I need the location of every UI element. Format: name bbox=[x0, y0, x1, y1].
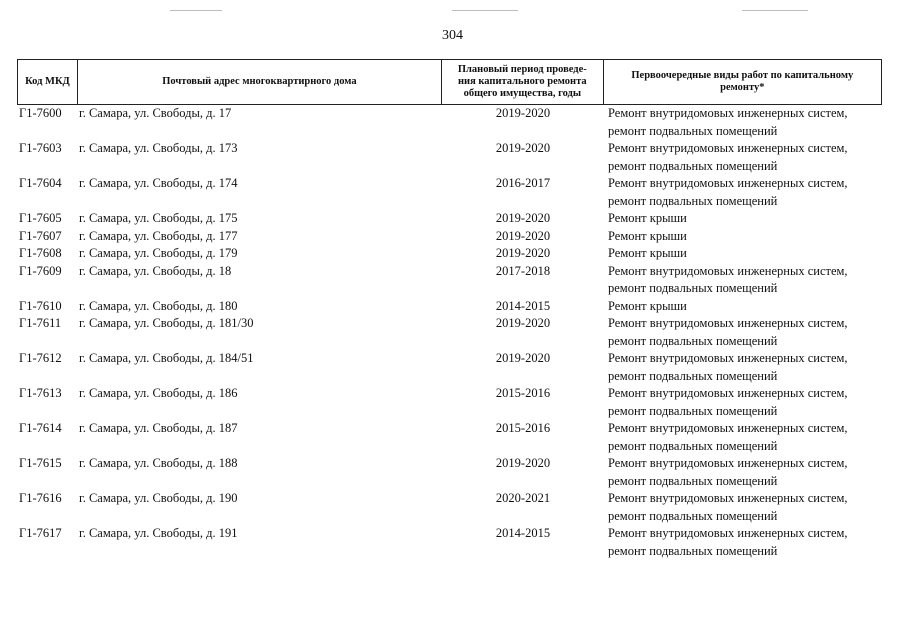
row-works-line: Ремонт внутридомовых инженерных систем, bbox=[608, 386, 848, 400]
row-code: Г1-7610 bbox=[19, 298, 62, 313]
row-works-line: Ремонт крыши bbox=[608, 228, 687, 243]
table-body bbox=[17, 105, 882, 560]
row-address: г. Самара, ул. Свободы, д. 18 bbox=[79, 263, 232, 278]
row-period: 2019-2020 bbox=[495, 141, 551, 155]
row-works bbox=[604, 140, 882, 175]
row-works-line: Ремонт внутридомовых инженерных систем, bbox=[608, 491, 848, 505]
header-period-line: ния капитального ремонта bbox=[458, 76, 587, 87]
row-period: 2014-2015 bbox=[495, 526, 551, 540]
row-works-line: Ремонт внутридомовых инженерных систем, bbox=[608, 526, 848, 540]
row-works bbox=[604, 385, 882, 420]
row-address: г. Самара, ул. Свободы, д. 173 bbox=[79, 141, 238, 155]
scan-mark bbox=[170, 10, 222, 11]
table-row bbox=[17, 298, 882, 316]
row-address: г. Самара, ул. Свободы, д. 184/51 bbox=[79, 351, 254, 365]
row-code: Г1-7616 bbox=[19, 491, 62, 505]
row-works bbox=[604, 263, 882, 298]
row-period: 2015-2016 bbox=[495, 386, 551, 400]
row-works-line: Ремонт крыши bbox=[608, 298, 687, 313]
row-code: Г1-7613 bbox=[19, 386, 62, 400]
header-works-line: Первоочередные виды работ по капитальному bbox=[631, 70, 854, 81]
row-period: 2019-2020 bbox=[495, 228, 551, 243]
row-period: 2016-2017 bbox=[495, 176, 551, 190]
row-period: 2017-2018 bbox=[495, 263, 551, 278]
table-row bbox=[17, 105, 882, 140]
header-address: Почтовый адрес многоквартирного дома bbox=[78, 60, 442, 104]
row-code: Г1-7600 bbox=[19, 106, 62, 120]
table-row bbox=[17, 263, 882, 298]
row-works-line: ремонт подвальных помещений bbox=[608, 473, 778, 488]
row-code: Г1-7615 bbox=[19, 456, 62, 470]
row-works-line: Ремонт внутридомовых инженерных систем, bbox=[608, 316, 848, 330]
row-works-line: Ремонт внутридомовых инженерных систем, bbox=[608, 141, 848, 155]
row-works-line: ремонт подвальных помещений bbox=[608, 543, 778, 558]
row-address: г. Самара, ул. Свободы, д. 17 bbox=[79, 106, 232, 120]
row-works-line: Ремонт крыши bbox=[608, 211, 687, 225]
row-period: 2019-2020 bbox=[495, 211, 551, 225]
row-period: 2020-2021 bbox=[495, 491, 551, 505]
row-code: Г1-7611 bbox=[19, 316, 62, 330]
scan-mark bbox=[742, 10, 808, 11]
row-works bbox=[604, 105, 882, 140]
table-row bbox=[17, 210, 882, 228]
scan-artifacts bbox=[0, 10, 905, 14]
table-row bbox=[17, 350, 882, 385]
row-works bbox=[604, 175, 882, 210]
table-row bbox=[17, 455, 882, 490]
row-works bbox=[604, 228, 882, 246]
header-works bbox=[604, 60, 881, 104]
row-period: 2019-2020 bbox=[495, 316, 551, 330]
row-works-line: ремонт подвальных помещений bbox=[608, 158, 778, 173]
row-works-line: Ремонт внутридомовых инженерных систем, bbox=[608, 456, 848, 470]
row-works bbox=[604, 420, 882, 455]
row-address: г. Самара, ул. Свободы, д. 187 bbox=[79, 421, 238, 435]
row-works-line: Ремонт внутридомовых инженерных систем, bbox=[608, 106, 848, 120]
header-period-line: общего имущества, годы bbox=[463, 88, 582, 99]
row-works-line: Ремонт внутридомовых инженерных систем, bbox=[608, 421, 848, 435]
row-works-line: ремонт подвальных помещений bbox=[608, 333, 778, 348]
row-address: г. Самара, ул. Свободы, д. 179 bbox=[79, 246, 238, 260]
row-address: г. Самара, ул. Свободы, д. 190 bbox=[79, 491, 238, 505]
row-address: г. Самара, ул. Свободы, д. 175 bbox=[79, 211, 238, 225]
row-works-line: Ремонт крыши bbox=[608, 246, 687, 260]
row-address: г. Самара, ул. Свободы, д. 174 bbox=[79, 176, 238, 190]
row-address: г. Самара, ул. Свободы, д. 177 bbox=[79, 228, 238, 243]
header-period bbox=[442, 60, 604, 104]
row-address: г. Самара, ул. Свободы, д. 180 bbox=[79, 298, 238, 313]
header-works-line: ремонту* bbox=[720, 82, 765, 93]
row-works-line: Ремонт внутридомовых инженерных систем, bbox=[608, 263, 848, 278]
row-period: 2015-2016 bbox=[495, 421, 551, 435]
table-row bbox=[17, 140, 882, 175]
row-works-line: ремонт подвальных помещений bbox=[608, 281, 778, 295]
row-code: Г1-7603 bbox=[19, 141, 62, 155]
row-works bbox=[604, 210, 882, 228]
table-row bbox=[17, 228, 882, 246]
row-works-line: ремонт подвальных помещений bbox=[608, 193, 778, 208]
row-works bbox=[604, 245, 882, 263]
table-row bbox=[17, 525, 882, 560]
table-row bbox=[17, 385, 882, 420]
row-period: 2019-2020 bbox=[495, 106, 551, 120]
page-number: 304 bbox=[442, 28, 463, 43]
row-code: Г1-7608 bbox=[19, 246, 62, 260]
row-code: Г1-7617 bbox=[19, 526, 62, 540]
table-row bbox=[17, 315, 882, 350]
table-row bbox=[17, 245, 882, 263]
row-period: 2019-2020 bbox=[495, 246, 551, 260]
row-period: 2019-2020 bbox=[495, 456, 551, 470]
table-row bbox=[17, 420, 882, 455]
scan-mark bbox=[452, 10, 518, 11]
row-code: Г1-7612 bbox=[19, 351, 62, 365]
row-period: 2014-2015 bbox=[495, 298, 551, 313]
header-code: Код МКД bbox=[18, 60, 78, 104]
row-works-line: ремонт подвальных помещений bbox=[608, 123, 778, 138]
row-works bbox=[604, 350, 882, 385]
row-works bbox=[604, 525, 882, 560]
row-works-line: ремонт подвальных помещений bbox=[608, 403, 778, 418]
capital-repair-table bbox=[17, 59, 882, 560]
row-address: г. Самара, ул. Свободы, д. 191 bbox=[79, 526, 238, 540]
row-code: Г1-7604 bbox=[19, 176, 62, 190]
row-works bbox=[604, 455, 882, 490]
row-works bbox=[604, 490, 882, 525]
row-address: г. Самара, ул. Свободы, д. 186 bbox=[79, 386, 238, 400]
row-address: г. Самара, ул. Свободы, д. 181/30 bbox=[79, 316, 254, 330]
row-works-line: ремонт подвальных помещений bbox=[608, 368, 778, 383]
row-works-line: ремонт подвальных помещений bbox=[608, 438, 778, 453]
row-works-line: Ремонт внутридомовых инженерных систем, bbox=[608, 351, 848, 365]
table-header bbox=[17, 59, 882, 105]
row-works-line: Ремонт внутридомовых инженерных систем, bbox=[608, 176, 848, 190]
row-period: 2019-2020 bbox=[495, 351, 551, 365]
header-period-line: Плановый период проведе- bbox=[457, 64, 587, 75]
row-address: г. Самара, ул. Свободы, д. 188 bbox=[79, 456, 238, 470]
row-code: Г1-7609 bbox=[19, 263, 62, 278]
row-code: Г1-7614 bbox=[19, 421, 62, 435]
row-works bbox=[604, 315, 882, 350]
row-code: Г1-7605 bbox=[19, 211, 62, 225]
table-row bbox=[17, 175, 882, 210]
row-code: Г1-7607 bbox=[19, 228, 62, 243]
row-works bbox=[604, 298, 882, 316]
table-row bbox=[17, 490, 882, 525]
row-works-line: ремонт подвальных помещений bbox=[608, 508, 778, 523]
